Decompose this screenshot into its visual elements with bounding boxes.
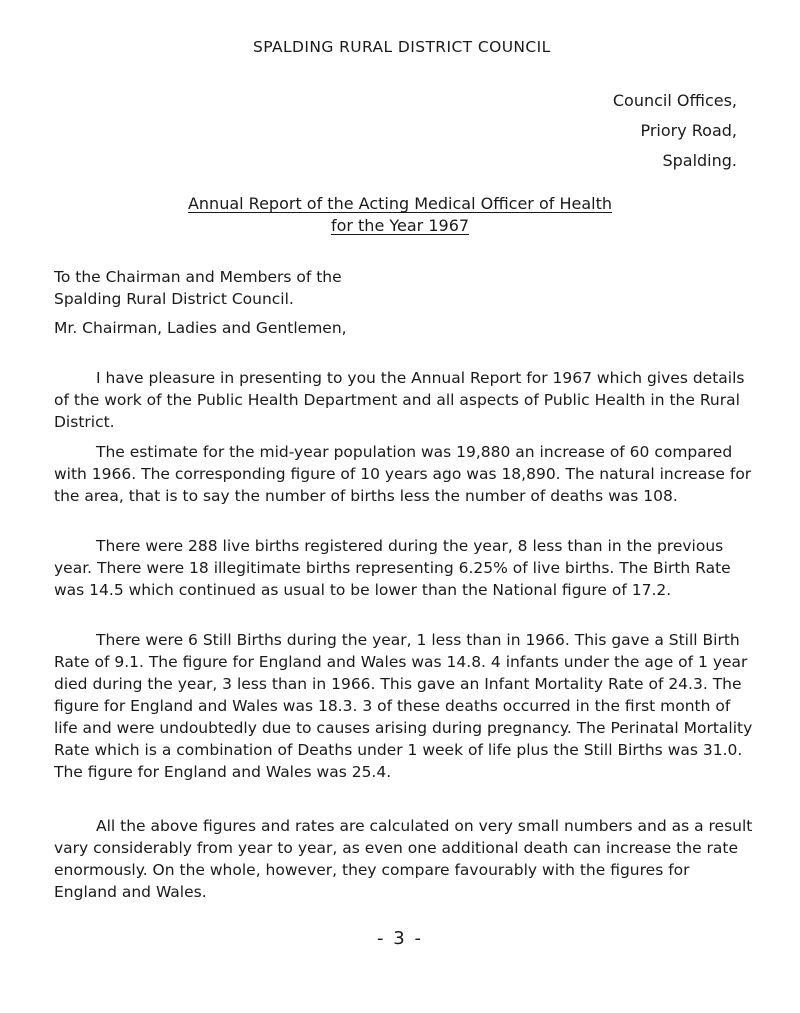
addressee-line-1: To the Chairman and Members of the [54, 268, 342, 286]
salutation: Mr. Chairman, Ladies and Gentlemen, [54, 319, 347, 337]
page-number: - 3 - [377, 928, 423, 949]
address-block [613, 86, 737, 176]
addressee-line-2: Spalding Rural District Council. [54, 290, 294, 308]
addressee [54, 266, 754, 310]
paragraph-summary: All the above figures and rates are calculated on very small numbers and as a result vary considerably from year to year, as even one additional death can increase the rate enormously. On the whole, however, they compare favourably with the figures for England and Wales. [54, 817, 753, 901]
paragraph-population: The estimate for the mid-year population was 19,880 an increase of 60 compared with 1966. The corresponding figure of 10 years ago was 18,890. The natural increase for the area, that is to say the number of births less the number of deaths was 108. [54, 443, 752, 505]
council-name: SPALDING RURAL DISTRICT COUNCIL [253, 38, 551, 56]
address-line-2: Priory Road, [640, 121, 737, 140]
address-line-3: Spalding. [662, 151, 737, 170]
report-title-line-2: for the Year 1967 [330, 216, 470, 235]
report-title [0, 193, 800, 237]
address-line-1: Council Offices, [612, 91, 737, 110]
paragraph-births: There were 288 live births registered during the year, 8 less than in the previous year. There were 18 illegitimate births representing 6.25% of live births. The Birth Rate was 14.5 which continued as usual to be lower than the National figure of 17.2. [54, 537, 731, 599]
paragraph-intro: I have pleasure in presenting to you the Annual Report for 1967 which gives details of the work of the Public Health Department and all aspects of Public Health in the Rural District. [54, 369, 745, 431]
report-title-line-1: Annual Report of the Acting Medical Officer of Health [187, 194, 613, 213]
paragraph-mortality: There were 6 Still Births during the year, 1 less than in 1966. This gave a Still Birth Rate of 9.1. The figure for England and Wales was 14.8. 4 infants under the age of 1 year died during the year, 3 less than in 1966. This gave an Infant Mortality Rate of 24.3. The figure for England and Wales was 18.3. 3 of these deaths occurred in the first month of life and were undoubtedly due to causes arising during pregnancy. The Perinatal Mortality Rate which is a combination of Deaths under 1 week of life plus the Still Births was 31.0. The figure for England and Wales was 25.4. [54, 631, 753, 781]
